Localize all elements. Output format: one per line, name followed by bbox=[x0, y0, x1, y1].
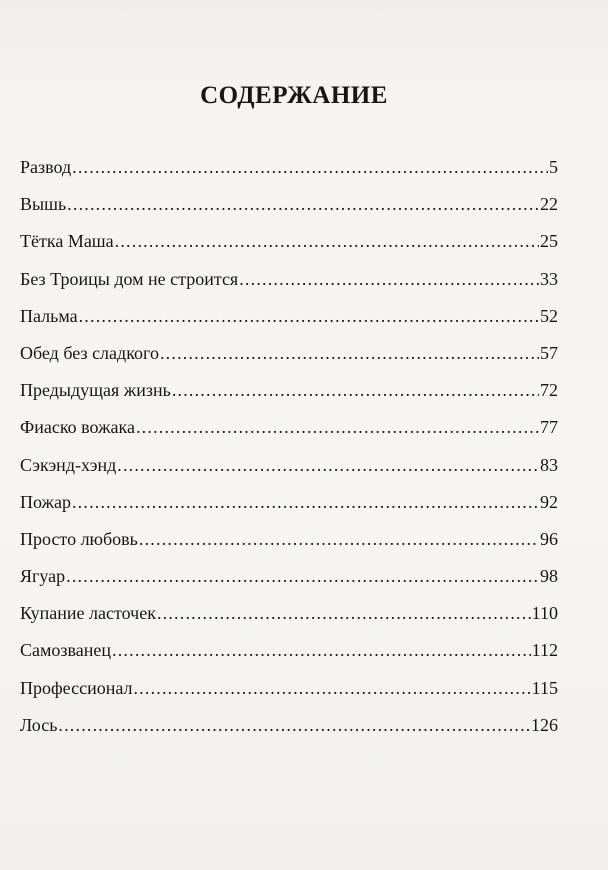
dot-leader bbox=[133, 678, 530, 699]
toc-entry-title: Пожар bbox=[20, 491, 71, 512]
toc-entry bbox=[20, 529, 558, 566]
toc-entry-page: 77 bbox=[540, 417, 558, 438]
toc-entry bbox=[20, 231, 558, 268]
toc-entry-page: 52 bbox=[540, 305, 558, 326]
toc-entry bbox=[20, 492, 558, 529]
dot-leader bbox=[136, 417, 539, 438]
toc-entry bbox=[20, 269, 558, 306]
page-title: СОДЕРЖАНИЕ bbox=[200, 82, 388, 109]
toc-entry-title: Просто любовь bbox=[20, 528, 138, 549]
toc-entry bbox=[20, 603, 558, 640]
dot-leader bbox=[115, 231, 539, 252]
toc-entry-page: 98 bbox=[540, 566, 558, 587]
dot-leader bbox=[157, 603, 531, 624]
toc-entry-page: 33 bbox=[540, 268, 558, 289]
toc-entry bbox=[20, 194, 558, 231]
dot-leader bbox=[139, 529, 539, 550]
toc-entry-title: Без Троицы дом не строится bbox=[20, 268, 239, 289]
toc-entry bbox=[20, 306, 558, 343]
toc-entry-title: Обед без сладкого bbox=[20, 342, 159, 363]
toc-entry-title: Ягуар bbox=[20, 566, 66, 587]
dot-leader bbox=[58, 715, 530, 736]
toc-entry-title: Пальма bbox=[20, 305, 78, 326]
toc-entry-page: 25 bbox=[540, 231, 558, 252]
toc-entry-title: Предыдущая жизнь bbox=[20, 380, 171, 401]
toc-entry-page: 5 bbox=[549, 157, 558, 177]
dot-leader bbox=[117, 455, 539, 476]
toc-entry-page: 96 bbox=[540, 528, 558, 549]
toc-entry-title: Сэкэнд-хэнд bbox=[20, 454, 117, 475]
toc-entry-page: 112 bbox=[531, 640, 558, 661]
toc-entry-page: 72 bbox=[540, 380, 558, 401]
toc-entry-title: Вышь bbox=[20, 194, 67, 215]
dot-leader bbox=[112, 640, 531, 661]
toc-entry-page: 92 bbox=[540, 491, 558, 512]
dot-leader bbox=[72, 492, 539, 513]
toc-entry bbox=[20, 566, 558, 603]
toc-entry bbox=[20, 715, 558, 752]
toc-entry-title: Купание ласточек bbox=[20, 603, 156, 624]
toc-entry bbox=[20, 380, 558, 417]
toc-entry bbox=[20, 455, 558, 492]
toc-entry bbox=[20, 678, 558, 715]
toc-entry bbox=[20, 640, 558, 677]
table-of-contents bbox=[20, 157, 558, 752]
toc-entry bbox=[20, 417, 558, 454]
toc-entry-page: 126 bbox=[531, 714, 558, 735]
dot-leader bbox=[239, 269, 539, 290]
toc-entry-title: Развод bbox=[20, 157, 72, 177]
toc-entry-page: 22 bbox=[540, 194, 558, 215]
toc-entry-page: 110 bbox=[531, 603, 558, 624]
toc-entry bbox=[20, 157, 558, 194]
toc-entry-page: 83 bbox=[540, 454, 558, 475]
toc-entry-page: 57 bbox=[540, 342, 558, 363]
toc-entry-title: Фиаско вожака bbox=[20, 417, 135, 438]
dot-leader bbox=[172, 380, 539, 401]
toc-entry-title: Тётка Маша bbox=[20, 231, 114, 252]
toc-entry-title: Лось bbox=[20, 714, 58, 735]
dot-leader bbox=[66, 566, 539, 587]
toc-entry-title: Профессионал bbox=[20, 677, 133, 698]
dot-leader bbox=[160, 343, 539, 364]
dot-leader bbox=[79, 306, 539, 327]
dot-leader bbox=[67, 194, 539, 215]
toc-entry-title: Самозванец bbox=[20, 640, 112, 661]
toc-entry bbox=[20, 343, 558, 380]
dot-leader bbox=[72, 157, 548, 178]
toc-entry-page: 115 bbox=[531, 677, 558, 698]
